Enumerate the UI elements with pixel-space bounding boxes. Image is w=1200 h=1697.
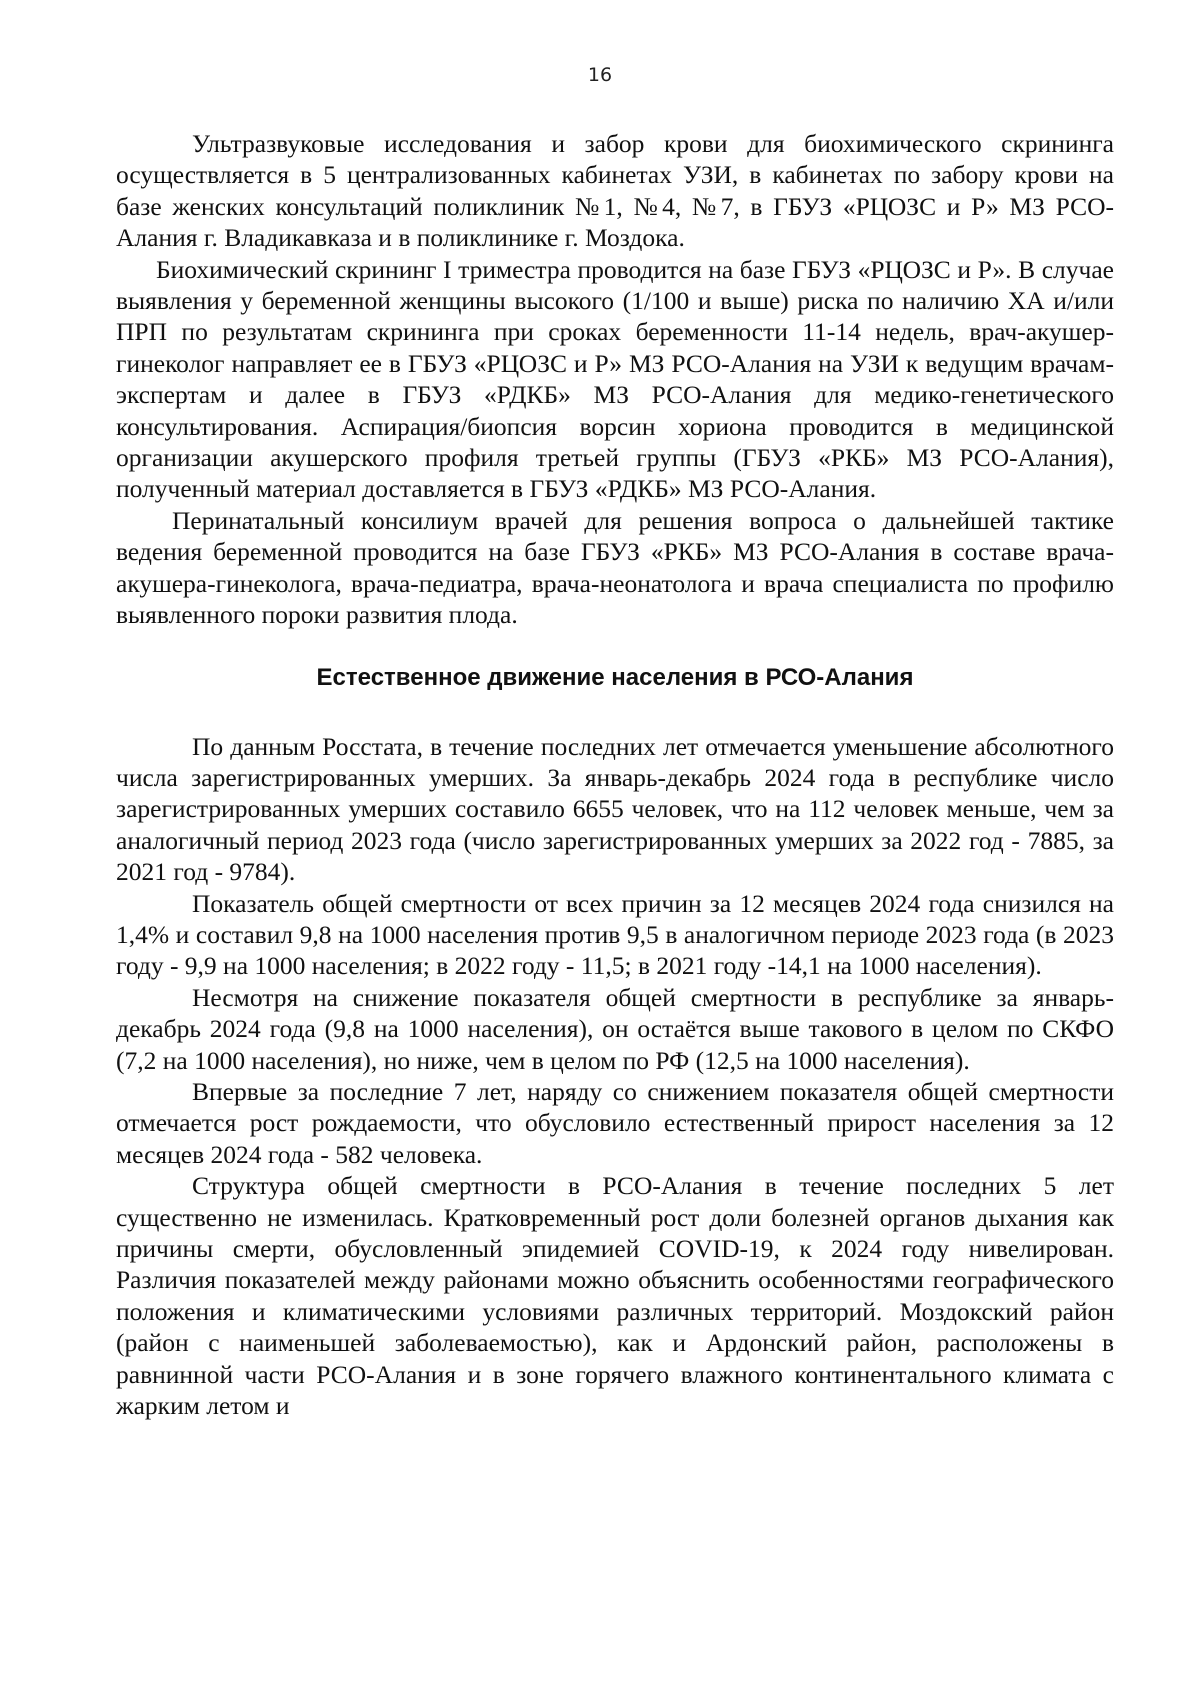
paragraph-mortality-decrease: По данным Росстата, в течение последних лет отмечается уменьшение абсолютного числа зарегистрированных умерших. За январь-декабрь 2024 года в республике число зарегистрированных умерших составило 6655 человек, что на 112 человек меньше, чем за аналогичный период 2023 года (число зарегистрированных умерших за 2022 год - 7885, за 2021 год - 9784). (116, 731, 1114, 887)
paragraph-mortality-comparison: Несмотря на снижение показателя общей смертности в республике за январь-декабрь 2024 года (9,8 на 1000 населения), он остаётся выше такового в целом по СКФО (7,2 на 1000 населения), но ниже, чем в целом по РФ (12,5 на 1000 населения). (116, 982, 1114, 1075)
paragraph-ultrasound-screening: Ультразвуковые исследования и забор крови для биохимического скрининга осуществляется в 5 централизованных кабинетах УЗИ, в кабинетах по забору крови на базе женских консультаций поликлиник №1, №4, №7, в ГБУЗ «РЦОЗС и Р» МЗ РСО-Алания г. Владикавказа и в поликлинике г. Моздока. (116, 129, 1114, 253)
paragraph-perinatal-council: Перинатальный консилиум врачей для решения вопроса о дальнейшей тактике ведения беременной проводится на базе ГБУЗ «РКБ» МЗ РСО-Алания в составе врача-акушера-гинеколога, врача-педиатра, врача-неонатолога и врача специалиста по профилю выявленного пороки развития плода. (116, 505, 1114, 630)
page-number: 16 (587, 64, 613, 86)
paragraph-biochemical-screening: Биохимический скрининг I триместра проводится на базе ГБУЗ «РЦОЗС и Р». В случае выявления у беременной женщины высокого (1/100 и выше) риска по наличию ХА и/или ПРП по результатам скрининга при сроках беременности 11-14 недель, врач-акушер-гинеколог направляет ее в ГБУЗ «РЦОЗС и Р» МЗ РСО-Алания на УЗИ к ведущим врачам-экспертам и далее в ГБУЗ «РДКБ» МЗ РСО-Алания для медико-генетического консультирования. Аспирация/биопсия ворсин хориона проводится в медицинской организации акушерского профиля третьей группы (ГБУЗ «РКБ» МЗ РСО-Алания), полученный материал доставляется в ГБУЗ «РДКБ» МЗ РСО-Алания. (116, 254, 1114, 504)
paragraph-birth-rate: Впервые за последние 7 лет, наряду со снижением показателя общей смертности отмечается рост рождаемости, что обусловило естественный прирост населения за 12 месяцев 2024 года - 582 человека. (116, 1076, 1114, 1169)
paragraph-mortality-rate: Показатель общей смертности от всех причин за 12 месяцев 2024 года снизился на 1,4% и составил 9,8 на 1000 населения против 9,5 в аналогичном периоде 2023 года (в 2023 году - 9,9 на 1000 населения; в 2022 году - 11,5; в 2021 году -14,1 на 1000 населения). (116, 888, 1114, 981)
paragraph-mortality-structure: Структура общей смертности в РСО-Алания в течение последних 5 лет существенно не изменилась. Кратковременный рост доли болезней органов дыхания как причины смерти, обусловленный эпидемией COVID-19, к 2024 году нивелирован. Различия показателей между районами можно объяснить особенностями географического положения и климатическими условиями различных территорий. Моздокский район (район с наименьшей заболеваемостью), как и Ардонский район, расположены в равнинной части РСО-Алания и в зоне горячего влажного континентального климата с жарким летом и (116, 1171, 1114, 1421)
page-content (116, 128, 1114, 1421)
section-heading: Естественное движение населения в РСО-Алания (316, 663, 914, 691)
